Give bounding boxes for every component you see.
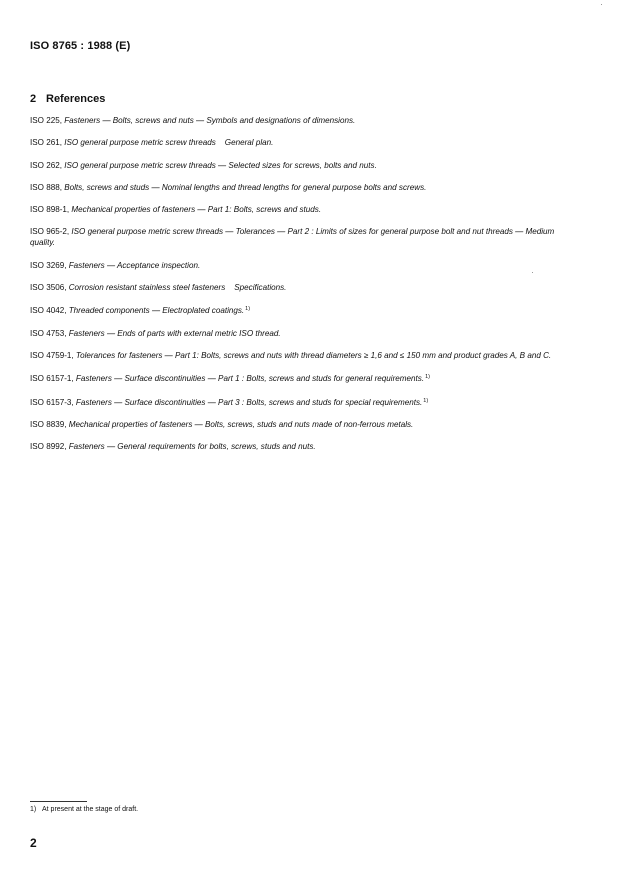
reference-title: Mechanical properties of fasteners — Part 1: Bolts, screws and studs.: [71, 205, 322, 215]
reference-code: ISO 8839,: [30, 419, 67, 429]
footnote-marker: 1): [425, 374, 430, 381]
reference-item: [30, 372, 568, 384]
footnote-divider: [30, 801, 87, 802]
reference-code: ISO 3269,: [30, 260, 67, 270]
reference-title: Fasteners — Ends of parts with external metric ISO thread.: [68, 328, 281, 338]
reference-code: ISO 888,: [30, 182, 62, 192]
reference-title: Fasteners — Acceptance inspection.: [68, 260, 201, 270]
reference-title: Fasteners — General requirements for bolts, screws, studs and nuts.: [68, 442, 316, 452]
reference-item: [30, 260, 568, 271]
reference-title: Fasteners — Surface discontinuities — Part 3 : Bolts, screws and studs for special requirements.: [75, 397, 423, 407]
reference-title: Threaded components — Electroplated coatings.: [68, 306, 245, 316]
section-title: References: [46, 93, 106, 105]
reference-item: [30, 204, 568, 215]
page-number: 2: [30, 836, 37, 850]
reference-code: ISO 8992,: [30, 442, 67, 452]
footnote-marker: 1): [423, 397, 429, 404]
reference-title: Tolerances for fasteners — Part 1: Bolts, screws and nuts with thread diameters ≥ 1,6 and ≤ 150 mm and product grades A, B and C.: [75, 350, 552, 360]
reference-item: [30, 160, 568, 171]
reference-title: Mechanical properties of fasteners — Bolts, screws, studs and nuts made of non-ferrous metals.: [68, 419, 414, 429]
reference-item: [30, 350, 568, 361]
reference-title: ISO general purpose metric screw threads — Selected sizes for screws, bolts and nuts.: [64, 160, 377, 170]
reference-item: [30, 441, 568, 452]
footnote-mark: 1): [30, 806, 37, 813]
reference-title: Fasteners — Bolts, screws and nuts — Symbols and designations of dimensions.: [64, 116, 356, 125]
reference-code: ISO 4753,: [30, 328, 67, 338]
reference-item: [30, 396, 568, 408]
reference-item: [30, 115, 568, 126]
document-header: ISO 8765 : 1988 (E): [30, 40, 131, 52]
reference-title: Corrosion resistant stainless steel fasteners Specifications.: [68, 283, 287, 293]
reference-title: Bolts, screws and studs — Nominal lengths and thread lengths for general purpose bolts and screws.: [64, 182, 427, 192]
reference-title: ISO general purpose metric screw threads General plan.: [64, 138, 274, 148]
reference-code: ISO 3506,: [30, 283, 67, 293]
reference-item: [30, 182, 568, 193]
footnote-text: At present at the stage of draft.: [42, 806, 139, 813]
reference-item: [30, 137, 568, 148]
reference-code: ISO 898-1,: [30, 205, 70, 215]
section-heading: [30, 93, 105, 105]
reference-item: [30, 282, 568, 293]
reference-code: ISO 4759-1,: [30, 350, 74, 360]
reference-code: ISO 6157-1,: [30, 374, 74, 384]
reference-list: [30, 115, 568, 463]
reference-item: [30, 226, 568, 248]
reference-code: ISO 261,: [30, 138, 62, 148]
section-number: 2: [30, 93, 37, 105]
reference-code: ISO 225,: [30, 116, 62, 125]
reference-item: [30, 304, 568, 316]
reference-code: ISO 4042,: [30, 306, 67, 316]
reference-code: ISO 262,: [30, 160, 62, 170]
scan-speck: [601, 4, 602, 5]
footnote: [30, 806, 138, 813]
reference-code: ISO 965-2,: [30, 227, 70, 237]
reference-item: [30, 328, 568, 339]
footnote-marker: 1): [245, 306, 251, 313]
scan-speck: [532, 272, 533, 273]
reference-title: ISO general purpose metric screw threads — Tolerances — Part 2 : Limits of sizes for general purpose bolt and nut threads — Medium quality.: [30, 227, 555, 248]
reference-title: Fasteners — Surface discontinuities — Part 1 : Bolts, screws and studs for general requirements.: [75, 374, 425, 384]
reference-item: [30, 419, 568, 430]
reference-code: ISO 6157-3,: [30, 397, 74, 407]
